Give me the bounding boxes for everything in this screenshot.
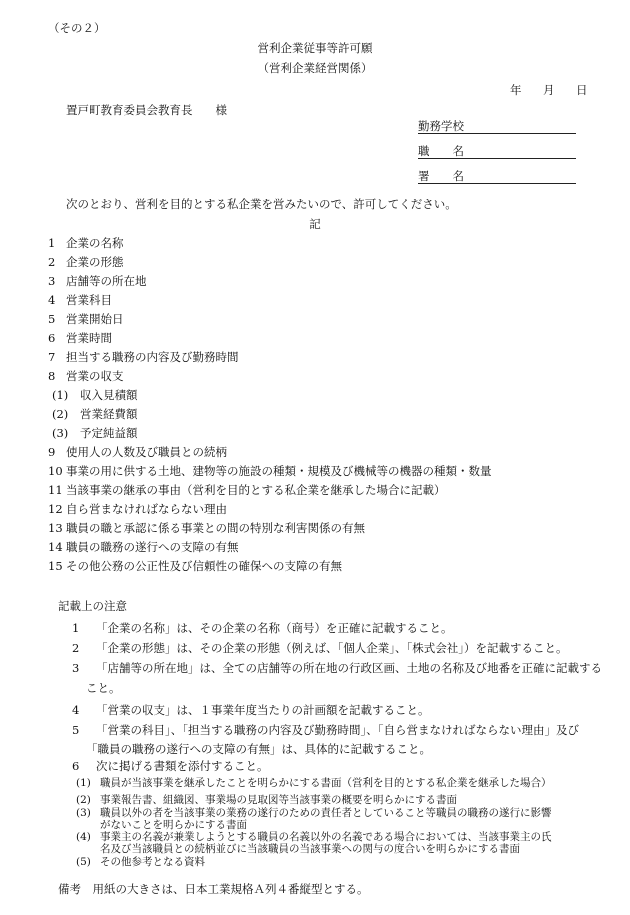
list-item: 7 担当する職務の内容及び勤務時間 [48,350,239,364]
attachment-continuation: 名及び当該職員との続柄並びに当該職員の当該事業への関与の度合いを明らかにする書面 [100,843,520,855]
school-field[interactable] [418,119,576,134]
list-item: (3) 予定純益額 [52,426,138,440]
list-item: 8 営業の収支 [48,369,124,383]
ki-heading: 記 [309,217,321,231]
note-continuation: 「職員の職務の遂行への支障の有無」は、具体的に記載すること。 [86,742,431,756]
note-item: 1 「企業の名称」は、その企業の名称（商号）を正確に記載すること。 [72,621,453,635]
list-item: 6 営業時間 [48,331,112,345]
name-label: 署 名 [418,169,464,183]
list-item: 1 企業の名称 [48,236,124,250]
position-label: 職 名 [418,144,464,158]
form-number: （その２） [48,21,106,35]
list-item: 9 使用人の人数及び職員との続柄 [48,445,227,459]
list-item: 12 自ら営まなければならない理由 [48,502,227,516]
position-field[interactable] [418,144,576,159]
note-item: 5 「営業の科目」、「担当する職務の内容及び勤務時間」、「自ら営まなければならない理由」及び [72,723,579,737]
list-item: 13 職員の職と承認に係る事業との間の特別な利害関係の有無 [48,521,365,535]
list-item: 5 営業開始日 [48,312,124,326]
note-item: 6 次に掲げる書類を添付すること。 [72,759,269,773]
notes-heading: 記載上の注意 [58,599,127,613]
request-text: 次のとおり、営利を目的とする私企業を営みたいので、許可してください。 [66,197,457,211]
attachment-item: (3) 職員以外の者を当該事業の業務の遂行のための責任者としていること等職員の職務の遂行に影響 [76,807,552,819]
list-item: 3 店舗等の所在地 [48,274,147,288]
attachment-item: (4) 事業主の名義が兼業しようとする職員の名義以外の名義である場合においては、当該事業主の氏 [76,831,552,843]
date-month-label: 月 [543,83,555,97]
list-item: 4 営業科目 [48,293,112,307]
note-item: 2 「企業の形態」は、その企業の形態（例えば、「個人企業」、「株式会社」）を記載すること。 [72,641,568,655]
list-item: 15 その他公務の公正性及び信頼性の確保への支障の有無 [48,559,342,573]
attachment-continuation: がないことを明らかにする書面 [100,819,247,831]
list-item: 11 当該事業の継承の事由（営利を目的とする私企業を継承した場合に記載） [48,483,446,497]
list-item: 14 職員の職務の遂行への支障の有無 [48,540,239,554]
attachment-item: (1) 職員が当該事業を継承したことを明らかにする書面（営利を目的とする私企業を継承した場合） [76,777,552,789]
note-continuation: こと。 [86,681,121,695]
addressee: 置戸町教育委員会教育長 様 [66,103,227,117]
date-day-label: 日 [576,83,588,97]
list-item: 2 企業の形態 [48,255,124,269]
date-year-label: 年 [510,83,522,97]
document-subtitle: （営利企業経営関係） [257,61,373,75]
note-item: 4 「営業の収支」は、１事業年度当たりの計画額を記載すること。 [72,703,430,717]
attachment-item: (2) 事業報告書、組織図、事業場の見取図等当該事業の概要を明らかにする書面 [76,794,457,806]
name-field[interactable] [418,169,576,184]
document-title: 営利企業従事等許可願 [257,41,373,55]
note-item: 3 「店舗等の所在地」は、全ての店舗等の所在地の行政区画、土地の名称及び地番を正確に記載する [72,661,602,675]
list-item: 10 事業の用に供する土地、建物等の施設の種類・規模及び機械等の機器の種類・数量 [48,464,492,478]
list-item: (1) 収入見積額 [52,388,138,402]
list-item: (2) 営業経費額 [52,407,138,421]
attachment-item: (5) その他参考となる資料 [76,856,205,868]
school-label: 勤務学校 [418,119,464,133]
remarks: 備考 用紙の大きさは、日本工業規格Ａ列４番縦型とする。 [58,882,369,896]
